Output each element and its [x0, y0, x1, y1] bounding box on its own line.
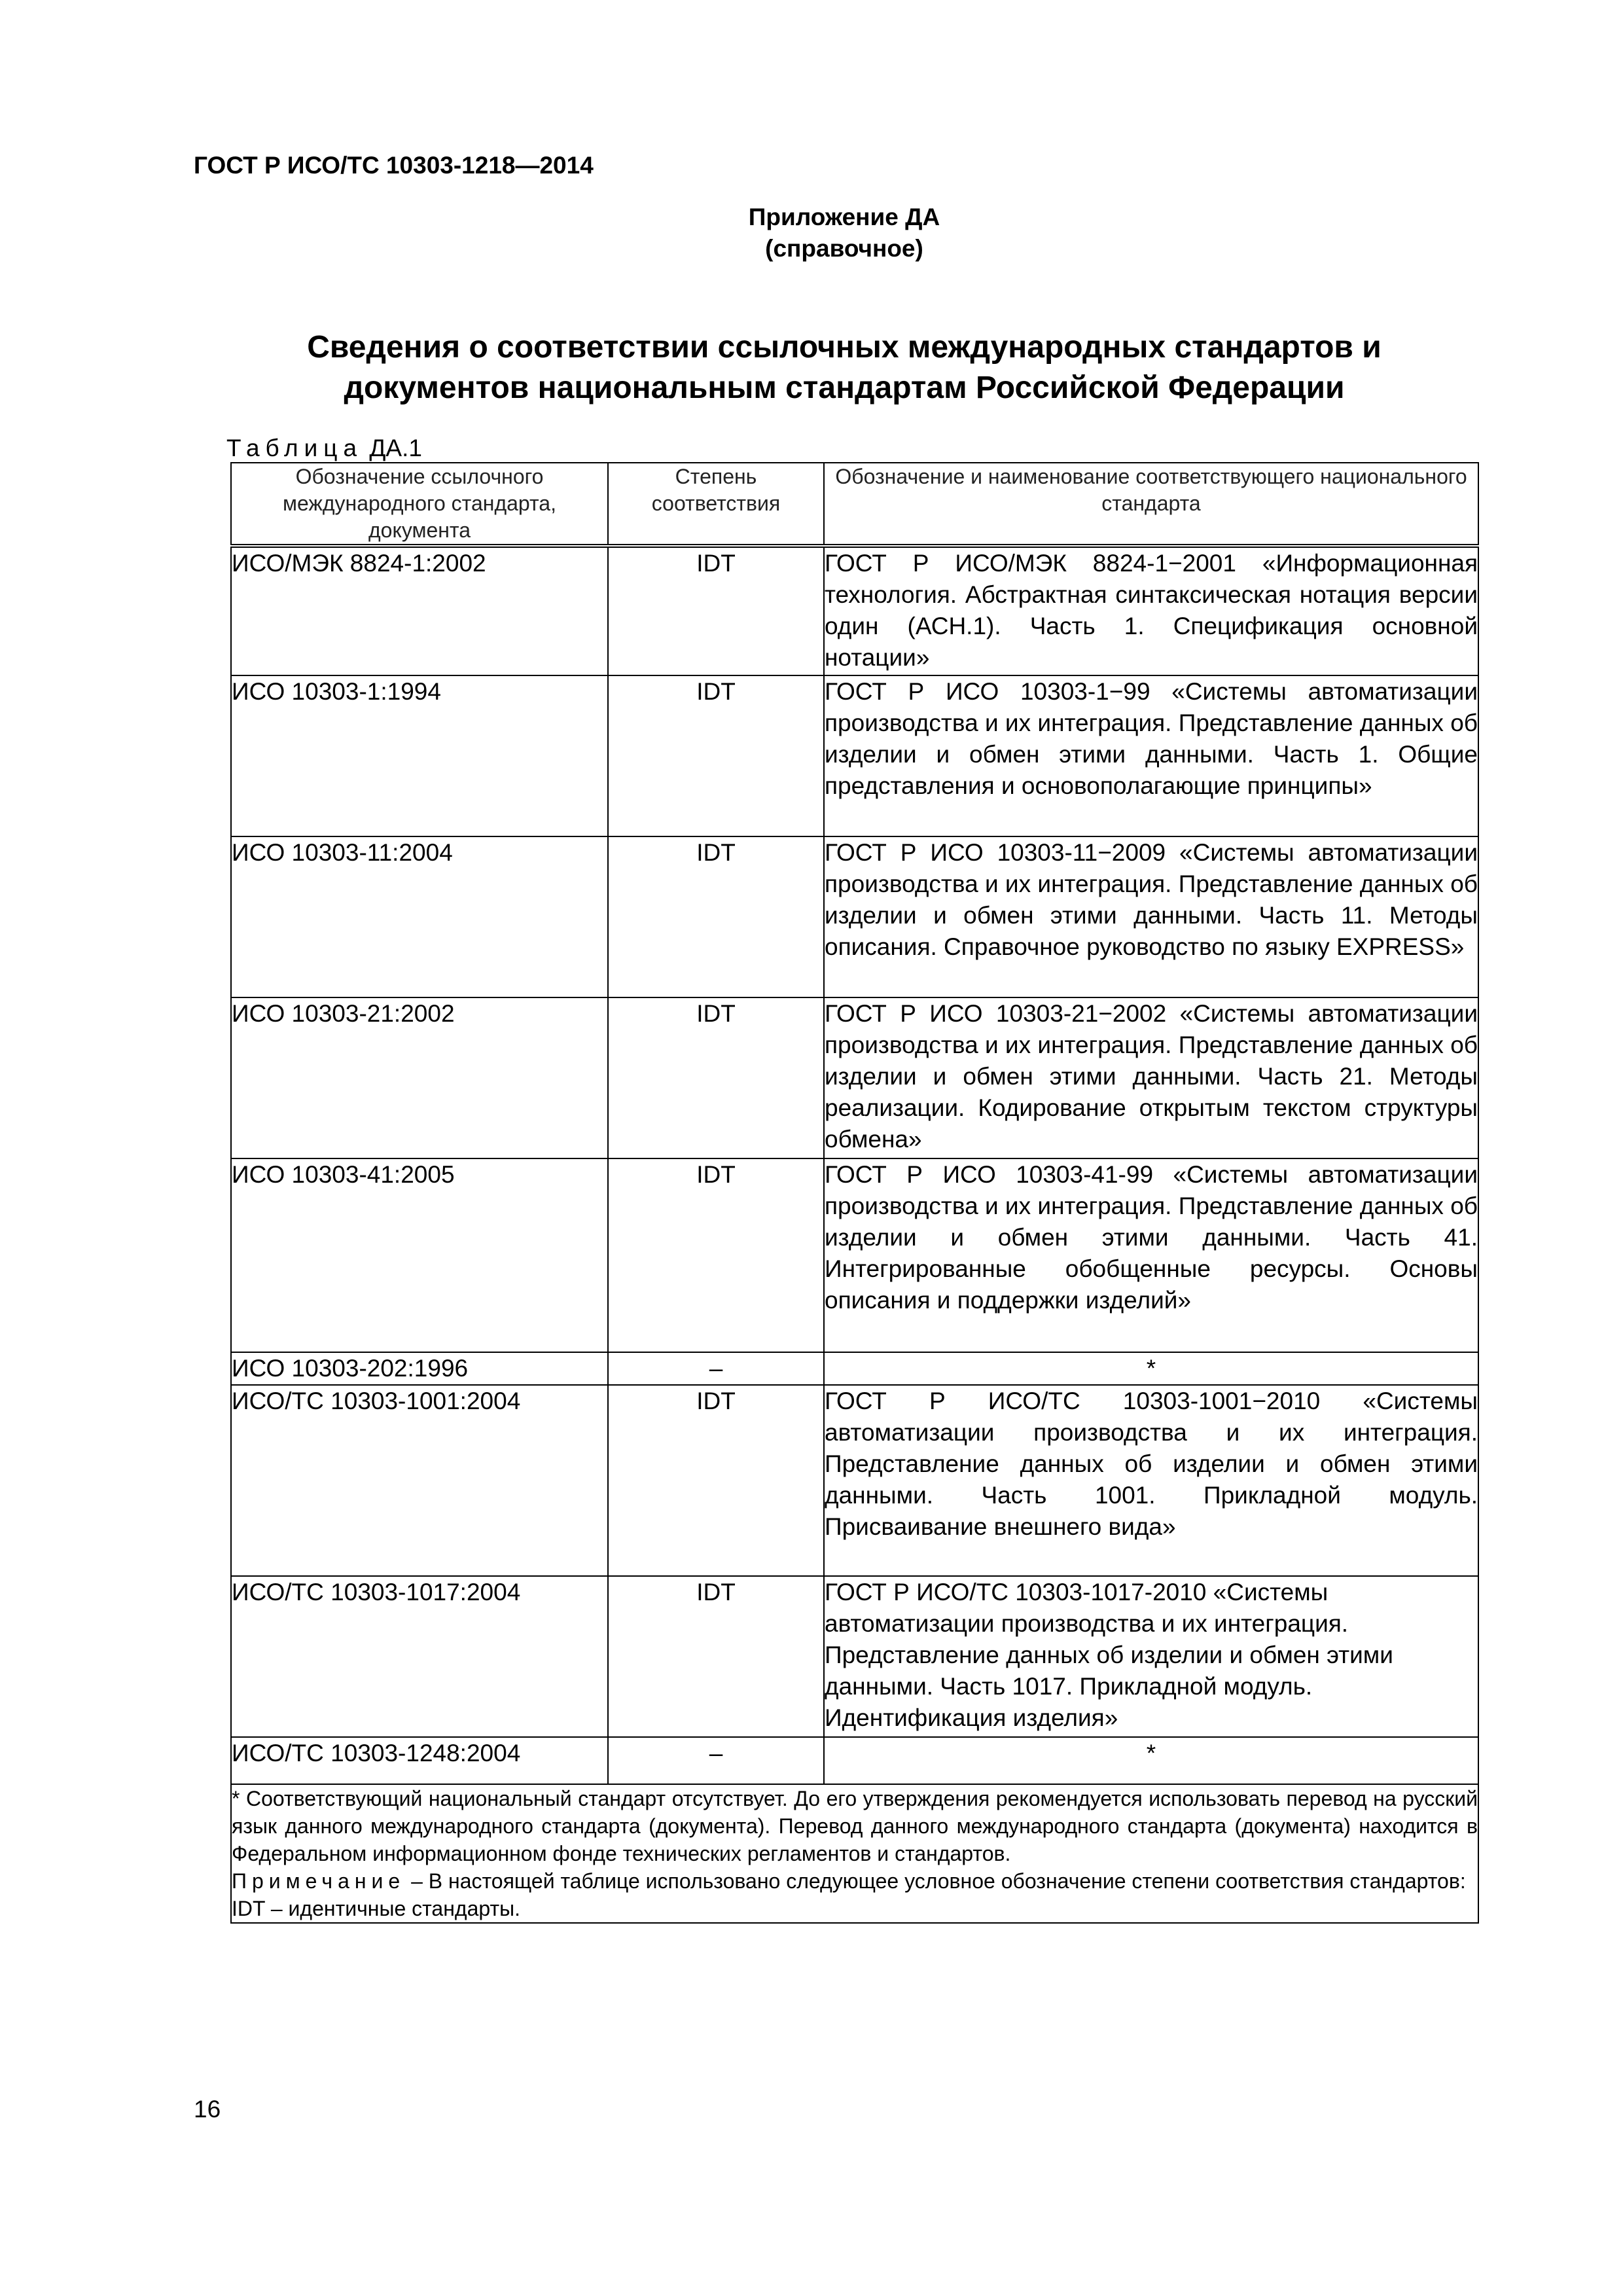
cell-national-standard: ГОСТ Р ИСО 10303-11−2009 «Системы автоматизации производства и их интеграция. Представление данных об изделии и обмен этими данными. Часть 11. Методы описания. Справочное руководство по языку EXPRESS» [824, 836, 1478, 997]
note-legend: IDT – идентичные стандарты. [232, 1897, 520, 1920]
cell-degree: IDT [608, 836, 824, 997]
cell-international-standard: ИСО/ТС 10303-1001:2004 [231, 1385, 608, 1576]
table-row [231, 1737, 1478, 1784]
page-number: 16 [194, 2096, 221, 2123]
cell-national-standard: ГОСТ Р ИСО/МЭК 8824-1−2001 «Информационная технология. Абстрактная синтаксическая нотация версии один (АСН.1). Часть 1. Спецификация основной нотации» [824, 546, 1478, 675]
cell-international-standard: ИСО/ТС 10303-1017:2004 [231, 1576, 608, 1737]
table-footnote-cell [231, 1784, 1478, 1923]
annex-title: Приложение ДА [748, 204, 940, 230]
cell-national-standard: ГОСТ Р ИСО 10303-41-99 «Системы автоматизации производства и их интеграция. Представление данных об изделии и обмен этими данными. Часть 41. Интегрированные обобщенные ресурсы. Основы описания и поддержки изделий» [824, 1158, 1478, 1352]
cell-international-standard: ИСО/МЭК 8824-1:2002 [231, 546, 608, 675]
cell-national-standard: ГОСТ Р ИСО/ТС 10303-1017-2010 «Системы автоматизации производства и их интеграция. Представление данных об изделии и обмен этими данными. Часть 1017. Прикладной модуль. Идентификация изделия» [824, 1576, 1478, 1737]
header-national-standard: Обозначение и наименование соответствующего национального стандарта [824, 463, 1478, 546]
note-text: – В настоящей таблице использовано следующее условное обозначение степени соответствия стандартов: [411, 1869, 1466, 1893]
cell-degree: – [608, 1737, 824, 1784]
table-caption-number: ДА.1 [369, 435, 422, 461]
correspondence-table [230, 462, 1479, 1924]
annex-subtitle: (справочное) [765, 235, 923, 262]
note-paragraph [232, 1867, 1478, 1895]
table-row [231, 675, 1478, 836]
cell-international-standard: ИСО 10303-1:1994 [231, 675, 608, 836]
cell-national-standard: ГОСТ Р ИСО 10303-1−99 «Системы автоматизации производства и их интеграция. Представление данных об изделии и обмен этими данными. Часть 1. Общие представления и основополагающие принципы» [824, 675, 1478, 836]
cell-international-standard: ИСО 10303-41:2005 [231, 1158, 608, 1352]
cell-degree: IDT [608, 546, 824, 675]
cell-degree: IDT [608, 1576, 824, 1737]
cell-national-standard: ГОСТ Р ИСО 10303-21−2002 «Системы автоматизации производства и их интеграция. Представление данных об изделии и обмен этими данными. Часть 21. Методы реализации. Кодирование открытым текстом структуры обмена» [824, 997, 1478, 1158]
cell-degree: – [608, 1352, 824, 1385]
table-caption-word: Таблица [226, 435, 363, 461]
cell-national-standard: * [824, 1352, 1478, 1385]
table-footnote-row [231, 1784, 1478, 1923]
cell-international-standard: ИСО 10303-11:2004 [231, 836, 608, 997]
table-row [231, 997, 1478, 1158]
cell-international-standard: ИСО/ТС 10303-1248:2004 [231, 1737, 608, 1784]
document-title-line-2: документов национальным стандартам Российской Федерации [344, 370, 1345, 405]
cell-national-standard: * [824, 1737, 1478, 1784]
cell-degree: IDT [608, 997, 824, 1158]
table-row [231, 1352, 1478, 1385]
document-title [0, 327, 1623, 408]
header-international-standard: Обозначение ссылочного международного стандарта, документа [231, 463, 608, 546]
document-code: ГОСТ Р ИСО/ТС 10303-1218—2014 [194, 152, 594, 179]
cell-degree: IDT [608, 1158, 824, 1352]
table-caption [226, 435, 422, 462]
annex-heading [0, 202, 1623, 264]
footnote-text: * Соответствующий национальный стандарт отсутствует. До его утверждения рекомендуется использовать перевод на русский язык данного международного стандарта (документа). Перевод данного международного стандарта (документа) находится в Федеральном информационном фонде технических регламентов и стандартов. [232, 1787, 1478, 1865]
cell-international-standard: ИСО 10303-202:1996 [231, 1352, 608, 1385]
cell-international-standard: ИСО 10303-21:2002 [231, 997, 608, 1158]
table-row [231, 1385, 1478, 1576]
cell-degree: IDT [608, 675, 824, 836]
header-degree: Степень соответствия [608, 463, 824, 546]
cell-degree: IDT [608, 1385, 824, 1576]
table-row [231, 1158, 1478, 1352]
table-row [231, 546, 1478, 675]
table-row [231, 836, 1478, 997]
cell-national-standard: ГОСТ Р ИСО/ТС 10303-1001−2010 «Системы автоматизации производства и их интеграция. Представление данных об изделии и обмен этими данными. Часть 1001. Прикладной модуль. Присваивание внешнего вида» [824, 1385, 1478, 1576]
table-header-row [231, 463, 1478, 546]
note-label: Примечание [232, 1869, 406, 1893]
table-row [231, 1576, 1478, 1737]
document-title-line-1: Сведения о соответствии ссылочных международных стандартов и [307, 330, 1382, 365]
